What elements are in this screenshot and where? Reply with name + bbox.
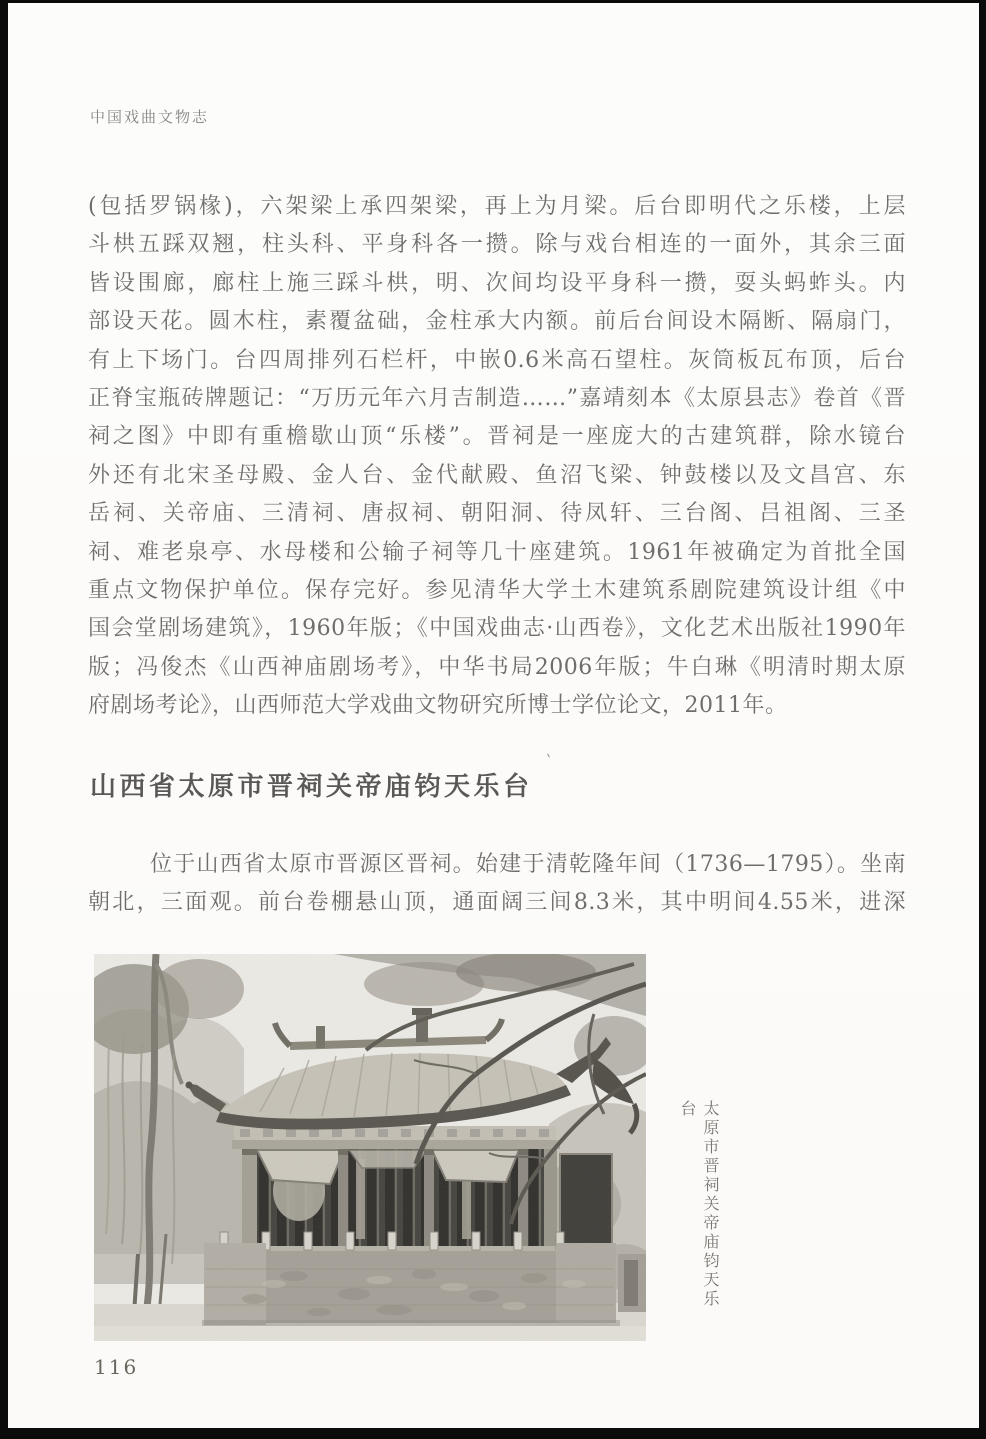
section-heading: 山西省太原市晋祠关帝庙钧天乐台 [90,772,533,802]
text-line: 重点文物保护单位。保存完好。参见清华大学土木建筑系剧院建筑设计组《中 [88,578,906,604]
text-line: 岳祠、关帝庙、三清祠、唐叔祠、朝阳洞、待凤轩、三台阁、吕祖阁、三圣 [88,501,906,527]
photo-caption-vertical: 太原市晋祠关帝庙钧天乐台 [678,1100,720,1309]
text-line: 位于山西省太原市晋源区晋祠。始建于清乾隆年间（1736—1795）。坐南 [150,852,906,877]
text-line: 皆设围廊，廊柱上施三踩斗栱，明、次间均设平身科一攒，耍头蚂蚱头。内 [88,270,906,296]
text-line: 祠、难老泉亭、水母楼和公输子祠等几十座建筑。1961年被确定为首批全国 [88,539,906,565]
photo-illustration [94,954,646,1341]
paragraph-2 [88,846,906,923]
scan-edge-left [0,0,8,1439]
text-line: 国会堂剧场建筑》，1960年版；《中国戏曲志·山西卷》，文化艺术出版社1990年 [88,616,906,642]
scan-edge-right [979,0,986,1439]
paragraph-1 [88,188,906,726]
scan-edge-bottom [0,1428,986,1439]
photo-juci-stage [94,954,646,1341]
scan-edge-top [0,0,986,3]
text-line: 部设天花。圆木柱，素覆盆础，金柱承大内额。前后台间设木隔断、隔扇门， [88,309,906,335]
scan-speck: ` [542,751,554,772]
text-line: 斗栱五踩双翘，柱头科、平身科各一攒。除与戏台相连的一面外，其余三面 [88,232,906,258]
text-line: 外还有北宋圣母殿、金人台、金代献殿、鱼沼飞梁、钟鼓楼以及文昌宫、东 [88,462,906,488]
text-line: 正脊宝瓶砖牌题记：“万历元年六月吉制造……”嘉靖刻本《太原县志》卷首《晋 [88,386,906,412]
text-line: 有上下场门。台四周排列石栏杆，中嵌0.6米高石望柱。灰筒板瓦布顶，后台 [88,347,906,373]
text-line: (包括罗锅椽)，六架梁上承四架梁，再上为月梁。后台即明代之乐楼，上层 [88,194,906,219]
text-line: 朝北，三面观。前台卷棚悬山顶，通面阔三间8.3米，其中明间4.55米，进深 [88,890,906,916]
text-line: 府剧场考论》，山西师范大学戏曲文物研究所博士学位论文，2011年。 [88,693,788,719]
running-header: 中国戏曲文物志 [90,108,210,126]
text-line: 祠之图》中即有重檐歇山顶“乐楼”。晋祠是一座庞大的古建筑群，除水镜台 [88,424,906,450]
text-line: 版；冯俊杰《山西神庙剧场考》，中华书局2006年版；牛白琳《明清时期太原 [88,654,906,680]
page-number: 116 [94,1355,139,1379]
